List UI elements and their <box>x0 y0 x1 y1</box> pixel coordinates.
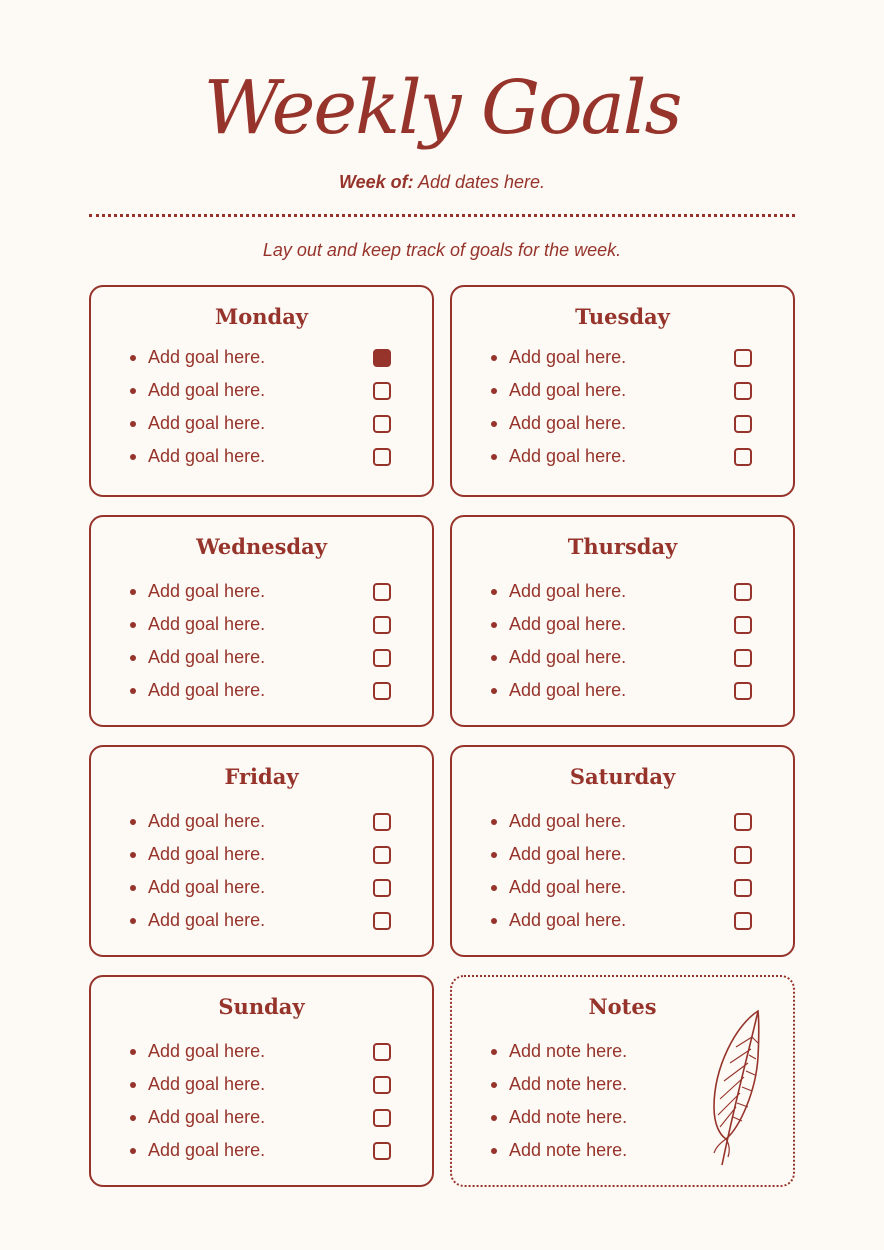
goal-item <box>452 904 793 937</box>
day-card-saturday <box>450 745 795 957</box>
goal-item <box>452 575 793 608</box>
bullet-icon <box>491 454 497 460</box>
bullet-icon <box>491 355 497 361</box>
day-card-monday <box>89 285 434 497</box>
goal-checkbox[interactable] <box>373 415 391 433</box>
bullet-icon <box>130 388 136 394</box>
goal-checkbox[interactable] <box>373 616 391 634</box>
note-text[interactable]: Add note here. <box>509 1041 628 1061</box>
bullet-icon <box>491 1082 497 1088</box>
goal-text[interactable]: Add goal here. <box>509 347 627 367</box>
goal-item <box>91 440 432 473</box>
bullet-icon <box>491 1115 497 1121</box>
goal-text[interactable]: Add goal here. <box>509 413 627 433</box>
goal-checkbox[interactable] <box>734 879 752 897</box>
goal-text[interactable]: Add goal here. <box>148 811 266 831</box>
bullet-icon <box>491 819 497 825</box>
goal-checkbox[interactable] <box>734 448 752 466</box>
bullet-icon <box>130 655 136 661</box>
feather-icon <box>706 1007 766 1167</box>
goal-text[interactable]: Add goal here. <box>148 581 266 601</box>
goal-checkbox[interactable] <box>373 813 391 831</box>
goal-text[interactable]: Add goal here. <box>509 581 627 601</box>
day-card-friday <box>89 745 434 957</box>
goal-item <box>91 805 432 838</box>
goal-checkbox[interactable] <box>373 682 391 700</box>
bullet-icon <box>491 852 497 858</box>
goal-text[interactable]: Add goal here. <box>509 811 627 831</box>
day-card-wednesday <box>89 515 434 727</box>
goal-text[interactable]: Add goal here. <box>509 380 627 400</box>
goal-text[interactable]: Add goal here. <box>509 680 627 700</box>
bullet-icon <box>130 355 136 361</box>
goal-item <box>452 407 793 440</box>
goal-item <box>91 674 432 707</box>
bullet-icon <box>491 918 497 924</box>
goal-text[interactable]: Add goal here. <box>148 1074 266 1094</box>
goal-item <box>91 374 432 407</box>
bullet-icon <box>130 885 136 891</box>
goal-checkbox[interactable] <box>734 382 752 400</box>
goal-text[interactable]: Add goal here. <box>148 1041 266 1061</box>
day-title: Sunday <box>218 994 305 1019</box>
page-title: Weekly Goals <box>203 65 681 151</box>
goal-text[interactable]: Add goal here. <box>509 647 627 667</box>
goal-item <box>91 641 432 674</box>
goal-item <box>452 341 793 374</box>
goal-text[interactable]: Add goal here. <box>148 347 266 367</box>
goal-checkbox[interactable] <box>373 349 391 367</box>
goal-checkbox[interactable] <box>373 846 391 864</box>
note-text[interactable]: Add note here. <box>509 1074 628 1094</box>
goal-text[interactable]: Add goal here. <box>509 844 627 864</box>
goal-checkbox[interactable] <box>734 349 752 367</box>
day-card-thursday <box>450 515 795 727</box>
goal-item <box>91 407 432 440</box>
goal-checkbox[interactable] <box>373 1142 391 1160</box>
goal-checkbox[interactable] <box>734 813 752 831</box>
bullet-icon <box>130 1115 136 1121</box>
goal-item <box>91 1068 432 1101</box>
goal-item <box>91 1035 432 1068</box>
goal-text[interactable]: Add goal here. <box>509 614 627 634</box>
goal-item <box>452 641 793 674</box>
goal-checkbox[interactable] <box>734 846 752 864</box>
day-card-tuesday <box>450 285 795 497</box>
day-title: Saturday <box>569 764 676 789</box>
goal-checkbox[interactable] <box>734 583 752 601</box>
goal-item <box>91 575 432 608</box>
tagline: Lay out and keep track of goals for the week. <box>262 240 622 260</box>
day-card-sunday <box>89 975 434 1187</box>
goal-checkbox[interactable] <box>373 1109 391 1127</box>
day-title: Friday <box>224 764 299 789</box>
goal-checkbox[interactable] <box>734 616 752 634</box>
goal-text[interactable]: Add goal here. <box>509 877 627 897</box>
day-title: Monday <box>214 304 308 329</box>
note-text[interactable]: Add note here. <box>509 1107 628 1127</box>
bullet-icon <box>491 885 497 891</box>
goal-text[interactable]: Add goal here. <box>148 614 266 634</box>
goal-checkbox[interactable] <box>373 1076 391 1094</box>
bullet-icon <box>130 1148 136 1154</box>
day-title: Thursday <box>567 534 678 559</box>
bullet-icon <box>491 589 497 595</box>
goal-item <box>452 838 793 871</box>
goal-item <box>452 608 793 641</box>
goal-text[interactable]: Add goal here. <box>148 680 266 700</box>
goal-text[interactable]: Add goal here. <box>148 910 266 930</box>
note-text[interactable]: Add note here. <box>509 1140 628 1160</box>
bullet-icon <box>491 655 497 661</box>
goal-checkbox[interactable] <box>373 448 391 466</box>
bullet-icon <box>491 388 497 394</box>
day-title: Wednesday <box>196 534 327 559</box>
bullet-icon <box>130 454 136 460</box>
goal-checkbox[interactable] <box>734 912 752 930</box>
bullet-icon <box>491 421 497 427</box>
goal-checkbox[interactable] <box>373 1043 391 1061</box>
bullet-icon <box>130 1049 136 1055</box>
goal-item <box>91 608 432 641</box>
goal-text[interactable]: Add goal here. <box>148 647 266 667</box>
goal-checkbox[interactable] <box>373 879 391 897</box>
goal-item <box>452 871 793 904</box>
goal-item <box>91 1134 432 1167</box>
goal-item <box>91 871 432 904</box>
goal-item <box>452 440 793 473</box>
bullet-icon <box>491 1148 497 1154</box>
goal-checkbox[interactable] <box>734 415 752 433</box>
bullet-icon <box>491 622 497 628</box>
notes-title: Notes <box>588 994 657 1019</box>
week-of-label: Week of: <box>338 172 414 192</box>
goal-text[interactable]: Add goal here. <box>148 1140 266 1160</box>
goal-item <box>91 838 432 871</box>
bullet-icon <box>130 918 136 924</box>
bullet-icon <box>130 688 136 694</box>
goal-item <box>452 374 793 407</box>
day-title: Tuesday <box>575 304 670 329</box>
goal-text[interactable]: Add goal here. <box>509 446 627 466</box>
bullet-icon <box>130 1082 136 1088</box>
goal-text[interactable]: Add goal here. <box>148 446 266 466</box>
bullet-icon <box>491 688 497 694</box>
bullet-icon <box>130 421 136 427</box>
goal-item <box>91 1101 432 1134</box>
goal-text[interactable]: Add goal here. <box>148 413 266 433</box>
goal-checkbox[interactable] <box>373 382 391 400</box>
goal-item <box>91 904 432 937</box>
goal-checkbox[interactable] <box>734 649 752 667</box>
goal-item <box>91 341 432 374</box>
goal-text[interactable]: Add goal here. <box>509 910 627 930</box>
week-of-dates[interactable]: Add dates here. <box>417 172 546 192</box>
goal-text[interactable]: Add goal here. <box>148 877 266 897</box>
bullet-icon <box>130 589 136 595</box>
goal-checkbox[interactable] <box>734 682 752 700</box>
goal-text[interactable]: Add goal here. <box>148 1107 266 1127</box>
goal-item <box>452 805 793 838</box>
goal-text[interactable]: Add goal here. <box>148 844 266 864</box>
bullet-icon <box>130 852 136 858</box>
goal-checkbox[interactable] <box>373 912 391 930</box>
notes-card <box>450 975 795 1187</box>
goal-item <box>452 674 793 707</box>
goal-text[interactable]: Add goal here. <box>148 380 266 400</box>
bullet-icon <box>491 1049 497 1055</box>
bullet-icon <box>130 622 136 628</box>
goal-checkbox[interactable] <box>373 583 391 601</box>
bullet-icon <box>130 819 136 825</box>
week-of-line[interactable] <box>0 170 884 194</box>
goal-checkbox[interactable] <box>373 649 391 667</box>
dotted-divider <box>89 214 795 217</box>
